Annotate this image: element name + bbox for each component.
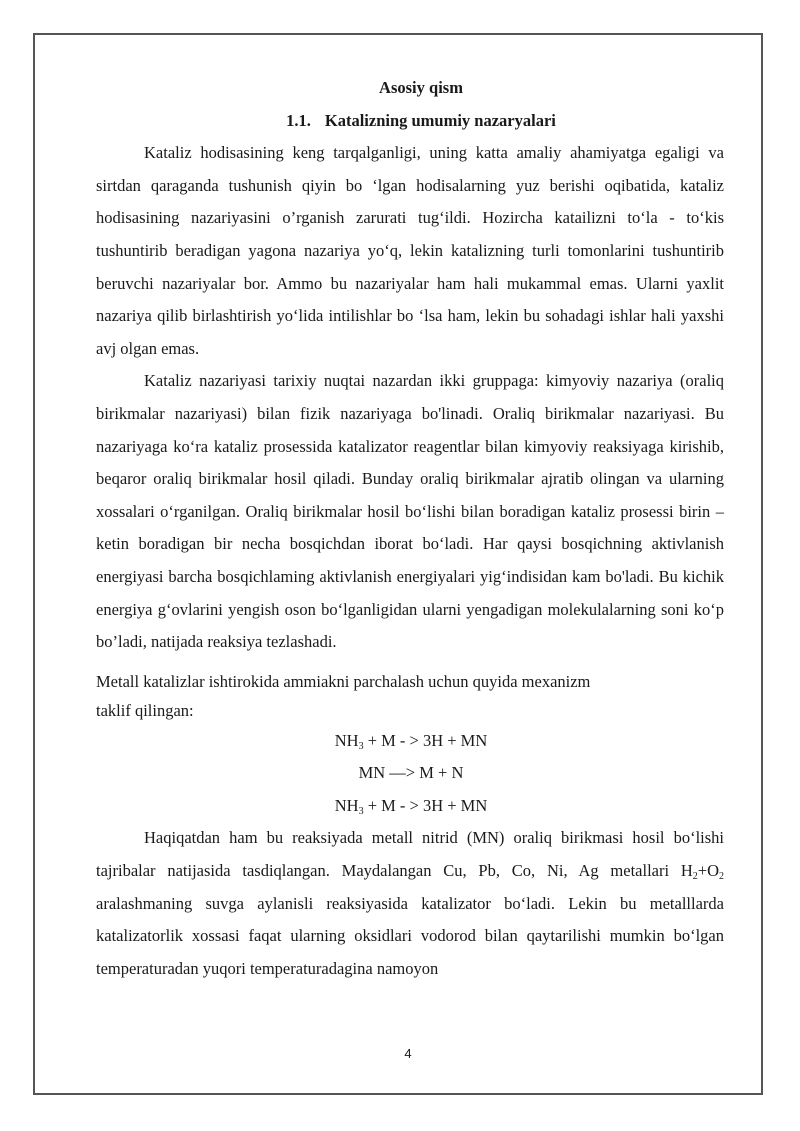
equation-3: [96, 790, 724, 823]
equation-1-lhs: NH: [334, 730, 359, 750]
equation-3-subscript: 3: [358, 805, 364, 817]
intro-line-2: taklif qilingan:: [96, 700, 194, 720]
page-number: 4: [404, 1046, 412, 1061]
metal-nitride-text-1: Haqiqatdan ham bu reaksiyada metall nitrid (MN) oraliq birikmasi hosil bo‘lishi tajribalar natijasida tasdiqlangan. Maydalangan Cu, Pb, Co, Ni, Ag metallari H: [96, 828, 724, 881]
o2-subscript: 2: [719, 871, 724, 883]
metal-nitride-text-2: aralashmaning suvga aylanisli reaksiyasida katalizator bo‘ladi. Lekin bu metalllarda katalizatorlik xossasi faqat ularning oksidlari vodorod bilan qaytarilishi mumkin bo‘lgan temperaturadan yuqori temperaturadagina namoyon: [96, 893, 724, 978]
document-body: [96, 72, 724, 985]
section-heading: Asosiy qism: [379, 78, 463, 97]
equation-3-lhs: NH: [334, 795, 359, 815]
equation-2: MN —> M + N: [358, 763, 464, 783]
paragraph-metal-nitride: [96, 822, 724, 985]
h2-subscript: 2: [692, 871, 698, 883]
oxygen-symbol: +O: [697, 861, 719, 881]
equation-3-rhs: + M - > 3H + MN: [363, 795, 488, 815]
subsection-title: Katalizning umumiy nazaryalari: [324, 110, 556, 130]
subsection-heading: [96, 105, 724, 138]
paragraph-catalysis-theory-need: Kataliz hodisasining keng tarqalganligi, uning katta amaliy ahamiyatga egaligi va sirtdan qaraganda tushunish qiyin bo ‘lgan hodisalarning yuz berishi oqibatida, kataliz hodisasining nazariyasini o’rganish zarurati tug‘ildi. Hozircha katailizni to‘la - to‘kis tushuntirib beradigan yagona nazariya yo‘q, lekin katalizning turli tomonlarini tushuntirib beruvchi nazariyalar bor. Ammo bu nazariyalar ham hali mukammal emas. Ularni yaxlit nazariya qilib birlashtirish yo‘lida intilishlar bo ‘lsa ham, lekin bu sohadagi ishlar hali yaxshi avj olgan emas.: [96, 143, 724, 358]
equation-1-subscript: 3: [358, 740, 364, 752]
subsection-number: 1.1.: [286, 110, 311, 130]
paragraph-ammonia-mechanism-intro: [96, 667, 724, 725]
intro-line-1: Metall katalizlar ishtirokida ammiakni parchalash uchun quyida mexanizm: [96, 671, 591, 691]
equation-1-rhs: + M - > 3H + MN: [363, 730, 488, 750]
paragraph-intermediate-compounds: Kataliz nazariyasi tarixiy nuqtai nazardan ikki gruppaga: kimyoviy nazariya (oraliq birikmalar nazariyasi) bilan fizik nazariyaga bo'linadi. Oraliq birikmalar nazariyasi. Bu nazariyaga ko‘ra kataliz prosessida katalizator reagentlar bilan kimyoviy reaksiyaga kirishib, beqaror oraliq birikmalar hosil qiladi. Bunday oraliq birikmalar ajratib olingan va ularning xossalari o‘rganilgan. Oraliq birikmalar hosil bo‘lishi bilan boradigan kataliz prosessi birin – ketin boradigan bir necha bosqichdan iborat bo‘ladi. Har qaysi bosqichning aktivlanish energiyasi barcha bosqichlaming aktivlanish energiyalari yig‘indisidan kam bo'ladi. Bu kichik energiya g‘ovlarini yengish oson bo‘lganligidan ularni yengadigan molekulalarning soni ko‘p bo’ladi, natijada reaksiya tezlashadi.: [96, 371, 724, 652]
equation-1: [96, 725, 724, 758]
